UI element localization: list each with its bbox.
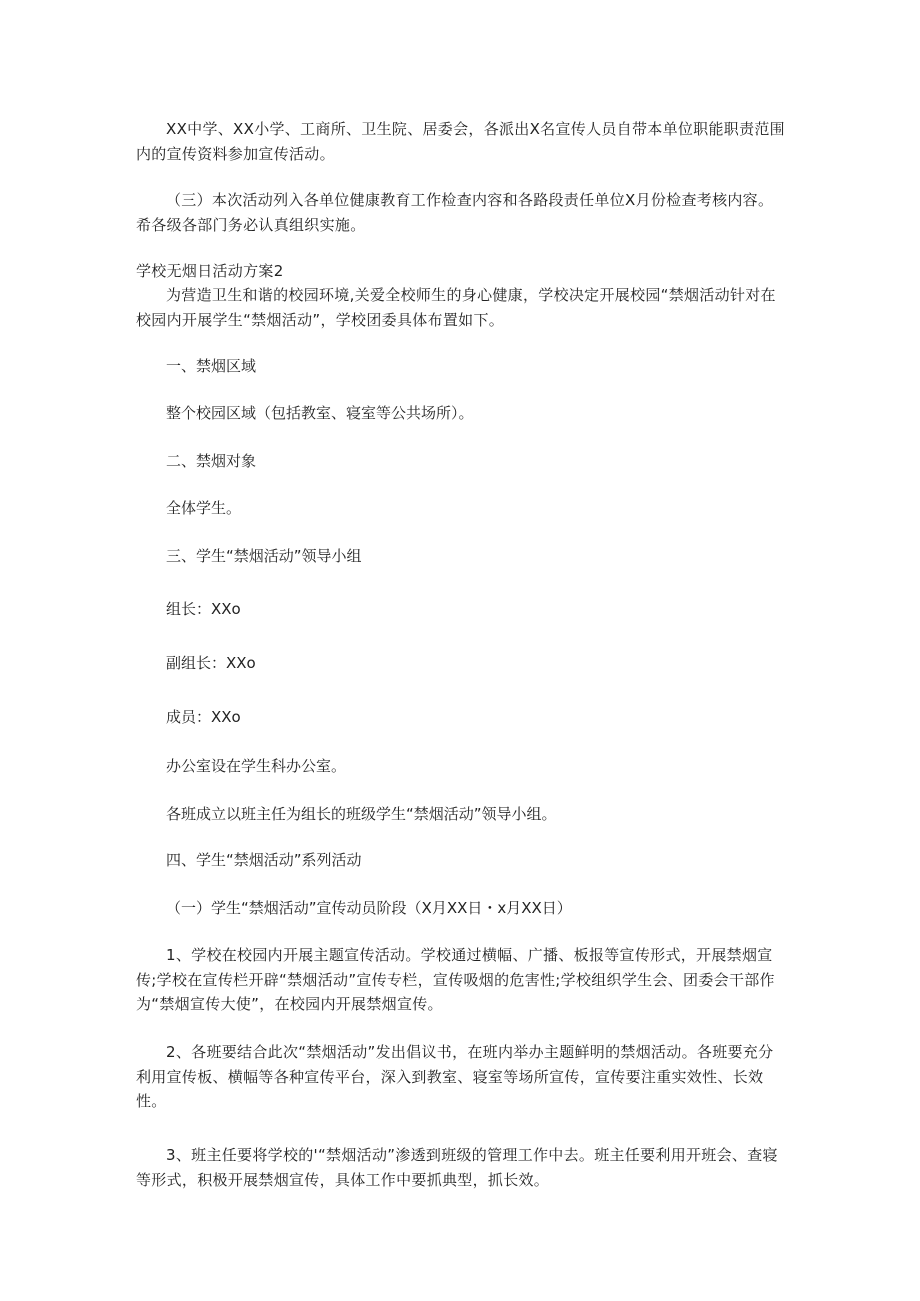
text-vice-leader: 副组长：XXo <box>166 654 256 672</box>
heading-smoke-free-area: 一、禁烟区域 <box>166 357 257 375</box>
text-target: 全体学生。 <box>166 499 242 517</box>
heading-leadership-group: 三、学生“禁烟活动”领导小组 <box>166 547 362 565</box>
text-class-groups: 各班成立以班主任为组长的班级学生“禁烟活动”领导小组。 <box>166 805 557 823</box>
list-item-1: 1、学校在校园内开展主题宣传活动。学校通过横幅、广播、板报等宣传形式，开展禁烟宣传;学校在宣传栏开辟“禁烟活动”宣传专栏，宣传吸烟的危害性;学校组织学生会、团委会干部作为“禁烟宣传大使”，在校园内开展禁烟宣传。 <box>136 946 775 1013</box>
subheading-stage-one: （一）学生“禁烟活动”宣传动员阶段（X月XX日・x月XX日） <box>166 899 572 917</box>
list-item-2: 2、各班要结合此次“禁烟活动”发出倡议书，在班内举办主题鲜明的禁烟活动。各班要充分利用宣传板、横幅等各种宣传平台，深入到教室、寝室等场所宣传，宣传要注重实效性、长效性。 <box>136 1043 774 1110</box>
paragraph-participants: XX中学、XX小学、工商所、卫生院、居委会，各派出X名宣传人员自带本单位职能职责范围内的宣传资料参加宣传活动。 <box>136 120 785 163</box>
heading-activities: 四、学生“禁烟活动”系列活动 <box>166 851 362 869</box>
paragraph-inspection: （三）本次活动列入各单位健康教育工作检查内容和各路段责任单位X月份检查考核内容。希各级各部门务必认真组织实施。 <box>136 191 774 234</box>
text-smoke-free-area: 整个校园区域（包括教室、寝室等公共场所）。 <box>166 404 474 422</box>
paragraph-intro: 为营造卫生和谐的校园环境,关爱全校师生的身心健康，学校决定开展校园“禁烟活动针对在校园内开展学生“禁烟活动”，学校团委具体布置如下。 <box>136 286 776 329</box>
section-title: 学校无烟日活动方案2 <box>136 262 284 280</box>
text-leader: 组长：XXo <box>166 600 241 618</box>
text-members: 成员：XXo <box>166 708 241 726</box>
list-item-3: 3、班主任要将学校的'“禁烟活动”渗透到班级的管理工作中去。班主任要利用开班会、查寝等形式，积极开展禁烟宣传，具体工作中要抓典型，抓长效。 <box>136 1146 778 1189</box>
heading-target: 二、禁烟对象 <box>166 452 257 470</box>
text-office: 办公室设在学生科办公室。 <box>166 757 347 775</box>
